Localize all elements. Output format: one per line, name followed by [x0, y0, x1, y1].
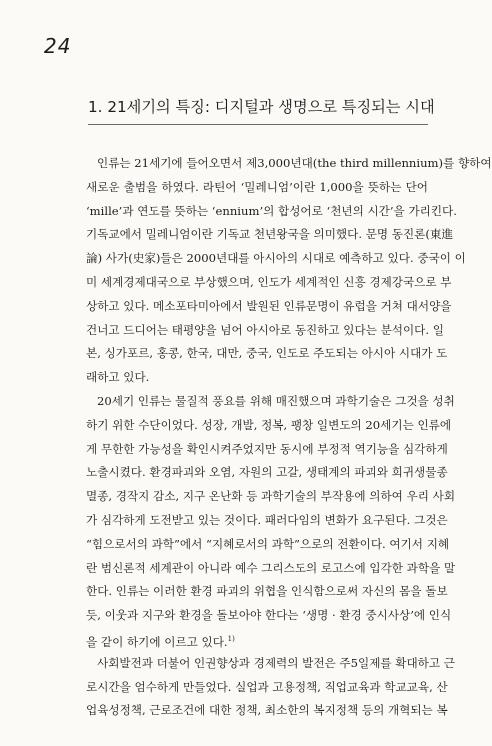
- text-line-with-footnote: [86, 628, 428, 652]
- text-line: 본, 싱가포르, 홍콩, 한국, 대만, 중국, 인도로 주도되는 아시아 시대가 도: [86, 346, 448, 361]
- text-line: 듯, 이웃과 지구와 환경을 돌보아야 한다는 ‘생명 · 환경 중시사상’에 인식: [86, 608, 452, 623]
- text-line: 하기 위한 수단이었다. 성장, 개발, 정복, 팽창 일변도의 20세기는 인류에: [86, 417, 452, 432]
- text-line: 새로운 출범을 하였다. 라틴어 ‘밀레니엄’이란 1,000을 뜻하는 단어: [86, 179, 428, 194]
- text-line: 멸종, 경작지 감소, 지구 온난화 등 과학기술의 부작용에 의하여 우리 사회: [86, 489, 456, 504]
- text-line: 사회발전과 더불어 인권향상과 경제력의 발전은 주5일제를 확대하고 근: [97, 655, 455, 670]
- text-line: 한다. 인류는 이러한 환경 파괴의 위협을 인식함으로써 자신의 몸을 돌보: [86, 584, 448, 599]
- text-line: 업육성정책, 근로조건에 대한 정책, 최소한의 복지정책 등의 개혁되는 복: [86, 703, 448, 718]
- text-line: 20세기 인류는 물질적 풍요를 위해 매진했으며 과학기술은 그것을 성취: [97, 393, 455, 408]
- text-line: 상하고 있다. 메소포타미아에서 발원된 인류문명이 유럽을 거쳐 대서양을: [86, 298, 452, 313]
- footnote-marker: 1): [227, 634, 235, 643]
- text-line: ‘mille’과 연도를 뜻하는 ‘ennium’의 합성어로 ‘천년의 시간’을 가리킨다.: [86, 203, 457, 218]
- text-line: 가 심각하게 도전받고 있는 것이다. 패러다임의 변화가 요구된다. 그것은: [86, 512, 448, 527]
- body-text: [86, 152, 492, 723]
- text-line: 건너고 드디어는 태평양을 넘어 아시아로 동진하고 있다는 분석이다. 일: [86, 322, 444, 337]
- text-line: 게 무한한 가능성을 확인시켜주었지만 동시에 부정적 역기능을 심각하게: [86, 441, 448, 456]
- text-line: 노출시켰다. 환경파괴와 오염, 자원의 고갈, 생태계의 파괴와 희귀생물종: [86, 465, 448, 480]
- text-line: 기독교에서 밀레니엄이란 기독교 천년왕국을 의미했다. 문명 동진론(東進: [86, 227, 454, 242]
- text-line: 로시간을 엄수하게 만들었다. 실업과 고용정책, 직업교육과 학교교육, 산: [86, 679, 448, 694]
- section-title: 1. 21세기의 특징: 디지털과 생명으로 특징되는 시대: [88, 98, 435, 116]
- text-line: 인류는 21세기에 들어오면서 제3,000년대(the third millennium)를 향하여: [97, 156, 492, 170]
- text-line: 래하고 있다.: [86, 370, 150, 385]
- page-number: 24: [44, 34, 72, 58]
- text-line: 을 같이 하기에 이르고 있다.: [86, 634, 228, 649]
- text-line: “힘으로서의 과학”에서 “지혜로서의 과학”으로의 전환이다. 여기서 지혜: [86, 536, 450, 551]
- text-line: 란 범신론적 세계관이 아니라 예수 그리스도의 로고스에 입각한 과학을 말: [86, 560, 456, 575]
- text-line: 미 세계경제대국으로 부상했으며, 인도가 세계적인 신흥 경제강국으로 부: [86, 274, 452, 289]
- text-line: 論) 사가(史家)들은 2000년대를 아시아의 시대로 예측하고 있다. 중국이 이: [86, 251, 466, 266]
- title-rule: [88, 124, 428, 125]
